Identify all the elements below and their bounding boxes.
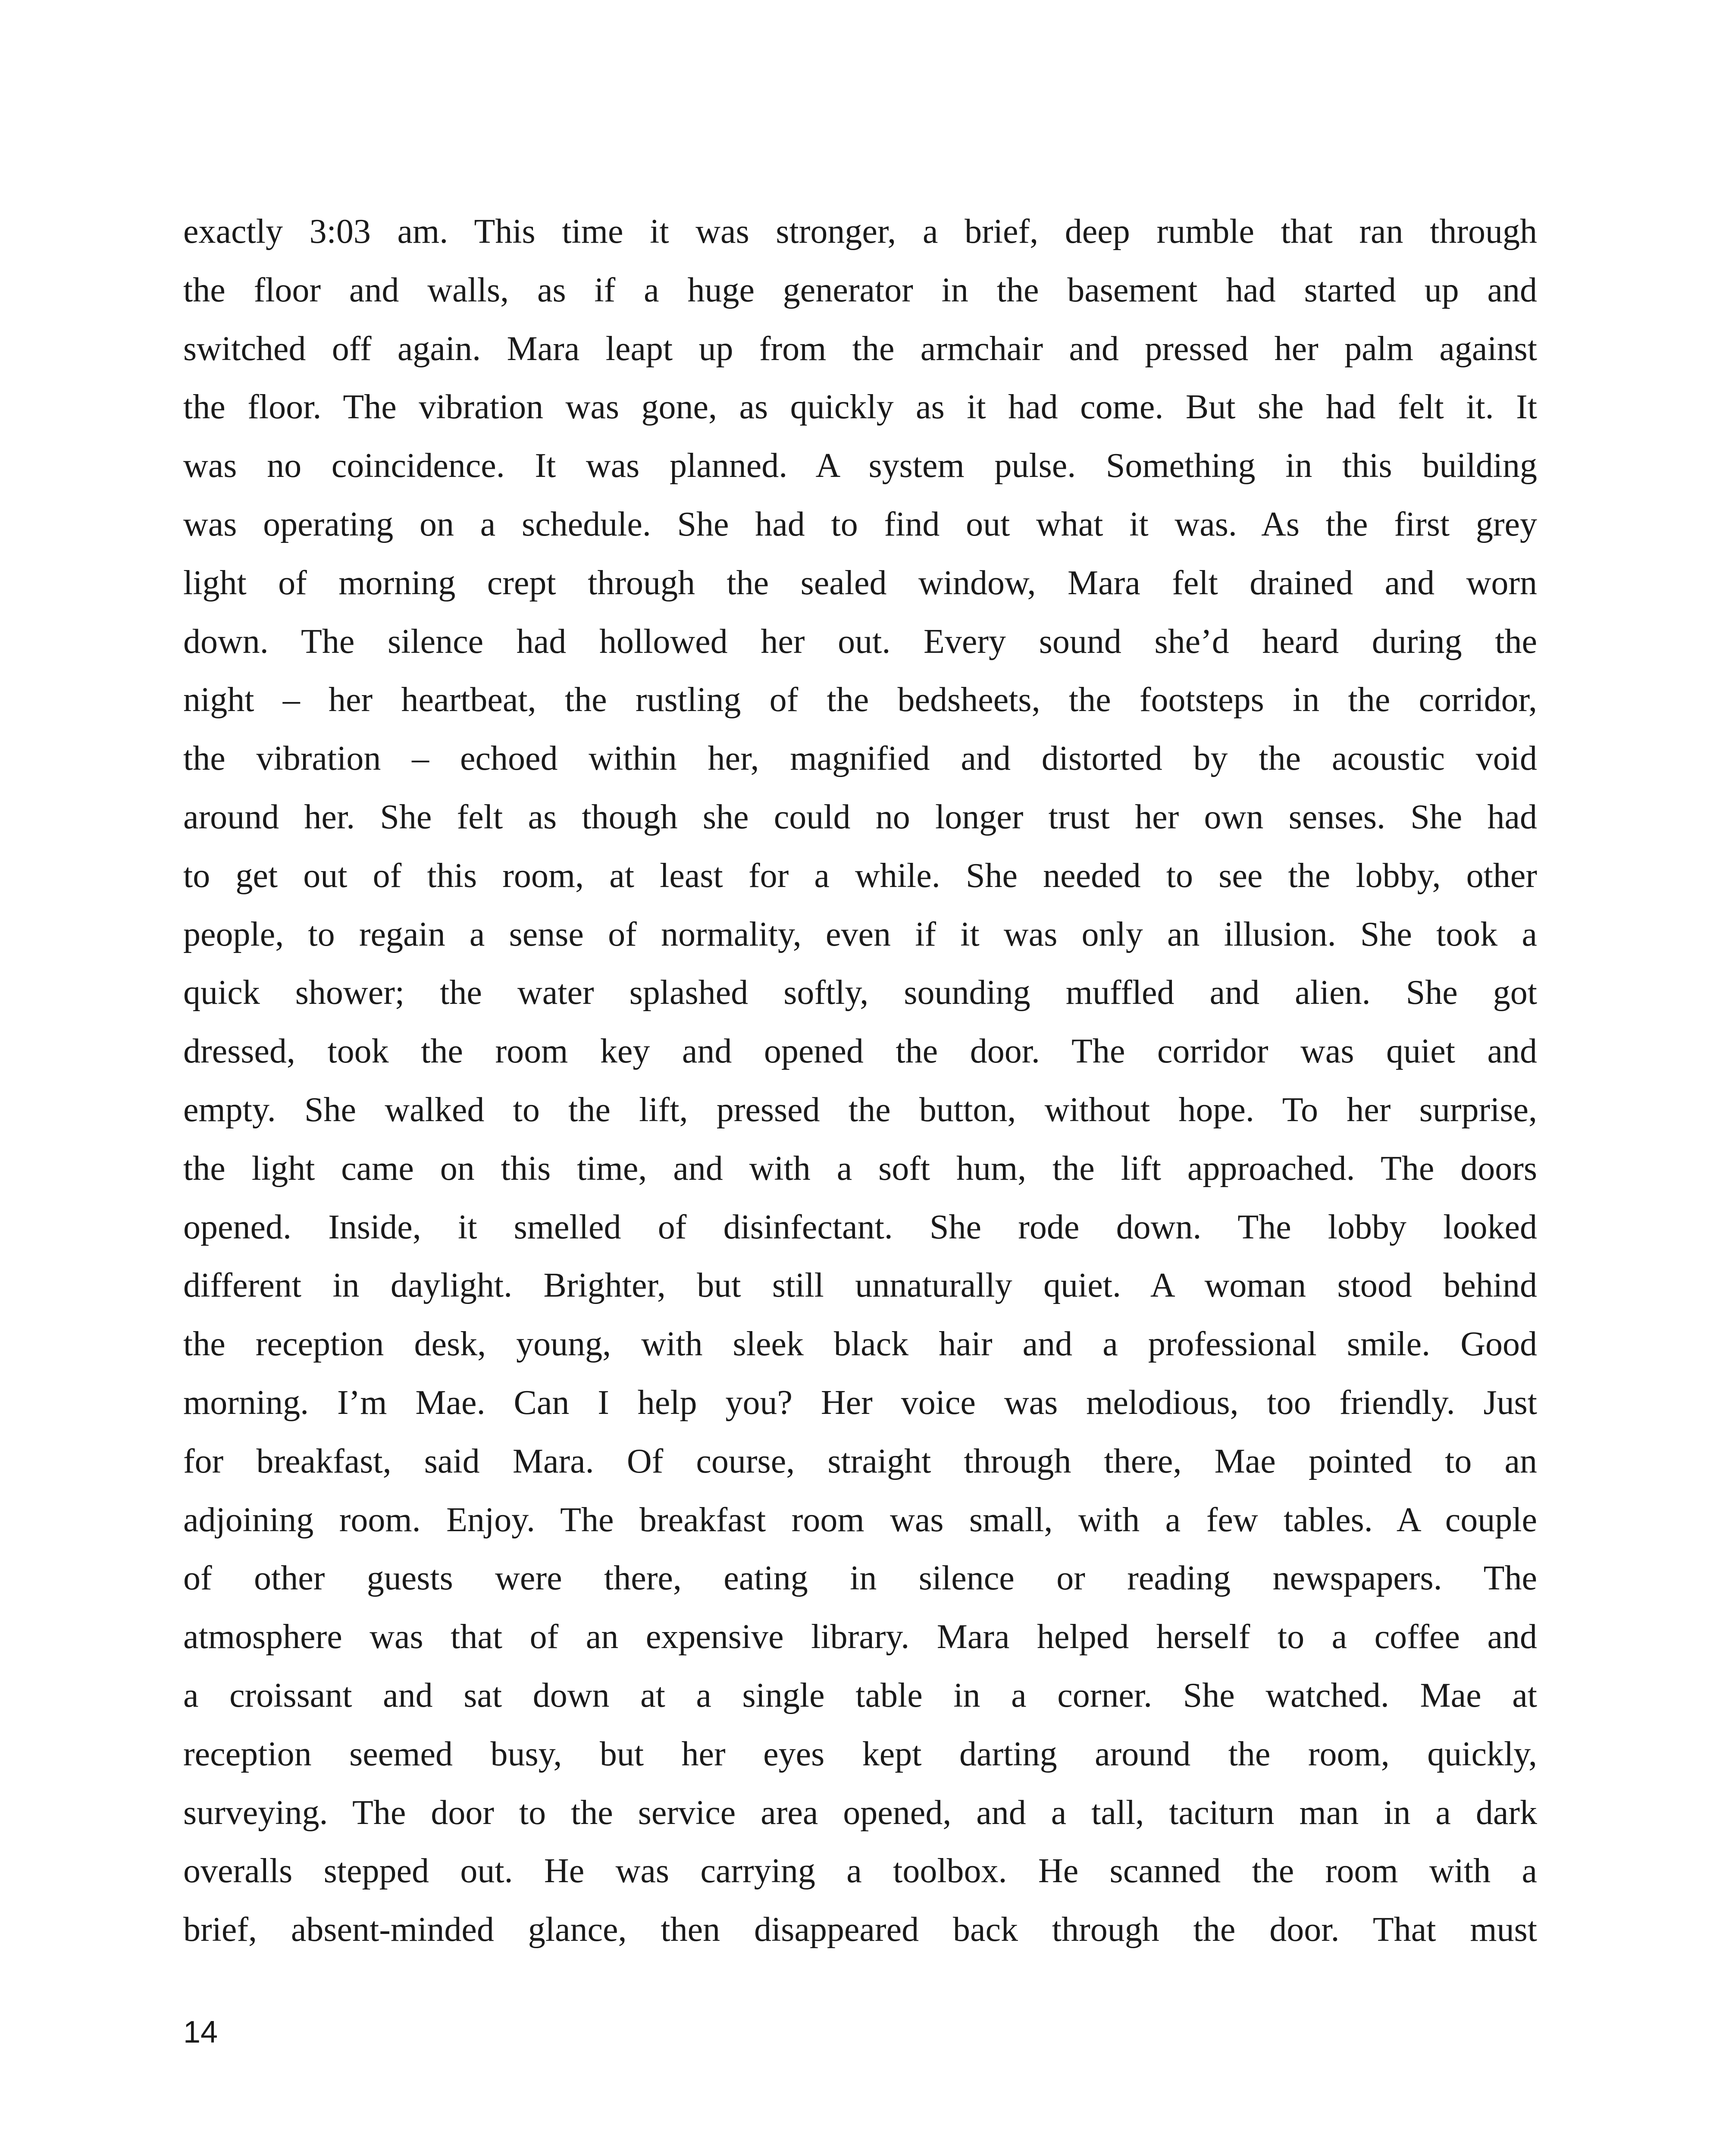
text-line: morning. I’m Mae. Can I help you? Her voice was melodious, too friendly. Just — [183, 1383, 1537, 1422]
text-line: down. The silence had hollowed her out. Every sound she’d heard during the — [183, 622, 1537, 661]
text-line: was no coincidence. It was planned. A system pulse. Something in this building — [183, 447, 1537, 485]
text-line: the vibration – echoed within her, magnified and distorted by the acoustic void — [183, 740, 1537, 778]
text-line: atmosphere was that of an expensive library. Mara helped herself to a coffee and — [183, 1618, 1537, 1656]
text-line: quick shower; the water splashed softly, sounding muffled and alien. She got — [183, 974, 1537, 1012]
text-line: surveying. The door to the service area opened, and a tall, taciturn man in a dark — [183, 1793, 1537, 1832]
text-line: for breakfast, said Mara. Of course, straight through there, Mae pointed to an — [183, 1442, 1537, 1480]
text-line: overalls stepped out. He was carrying a toolbox. He scanned the room with a — [183, 1852, 1537, 1890]
text-line: exactly 3:03 am. This time it was stronger, a brief, deep rumble that ran through — [183, 213, 1537, 251]
text-line: the reception desk, young, with sleek black hair and a professional smile. Good — [183, 1325, 1537, 1363]
text-line: switched off again. Mara leapt up from the armchair and pressed her palm against — [183, 329, 1537, 368]
text-line: to get out of this room, at least for a while. She needed to see the lobby, other — [183, 856, 1537, 895]
text-line: people, to regain a sense of normality, even if it was only an illusion. She took a — [183, 915, 1537, 953]
text-line: empty. She walked to the lift, pressed the button, without hope. To her surprise, — [183, 1091, 1537, 1129]
text-line: light of morning crept through the sealed window, Mara felt drained and worn — [183, 564, 1537, 602]
page-number: 14 — [183, 2015, 218, 2049]
text-line: the floor and walls, as if a huge generator in the basement had started up and — [183, 271, 1537, 309]
text-line: the floor. The vibration was gone, as quickly as it had come. But she had felt it. It — [183, 388, 1537, 426]
text-line: opened. Inside, it smelled of disinfectant. She rode down. The lobby looked — [183, 1208, 1537, 1246]
text-line: dressed, took the room key and opened the door. The corridor was quiet and — [183, 1032, 1537, 1071]
text-line: the light came on this time, and with a soft hum, the lift approached. The doors — [183, 1149, 1537, 1188]
text-line: different in daylight. Brighter, but still unnaturally quiet. A woman stood behind — [183, 1266, 1537, 1305]
text-line: adjoining room. Enjoy. The breakfast room was small, with a few tables. A couple — [183, 1501, 1537, 1539]
text-line: reception seemed busy, but her eyes kept darting around the room, quickly, — [183, 1735, 1537, 1773]
body-text — [183, 203, 1537, 1959]
text-line: a croissant and sat down at a single table in a corner. She watched. Mae at — [183, 1676, 1537, 1714]
text-line: was operating on a schedule. She had to find out what it was. As the first grey — [183, 505, 1537, 543]
text-line: around her. She felt as though she could no longer trust her own senses. She had — [183, 798, 1537, 836]
text-line: of other guests were there, eating in silence or reading newspapers. The — [183, 1559, 1537, 1598]
text-line: night – her heartbeat, the rustling of the bedsheets, the footsteps in the corridor, — [183, 681, 1537, 719]
text-line: brief, absent-minded glance, then disappeared back through the door. That must — [183, 1911, 1537, 1949]
